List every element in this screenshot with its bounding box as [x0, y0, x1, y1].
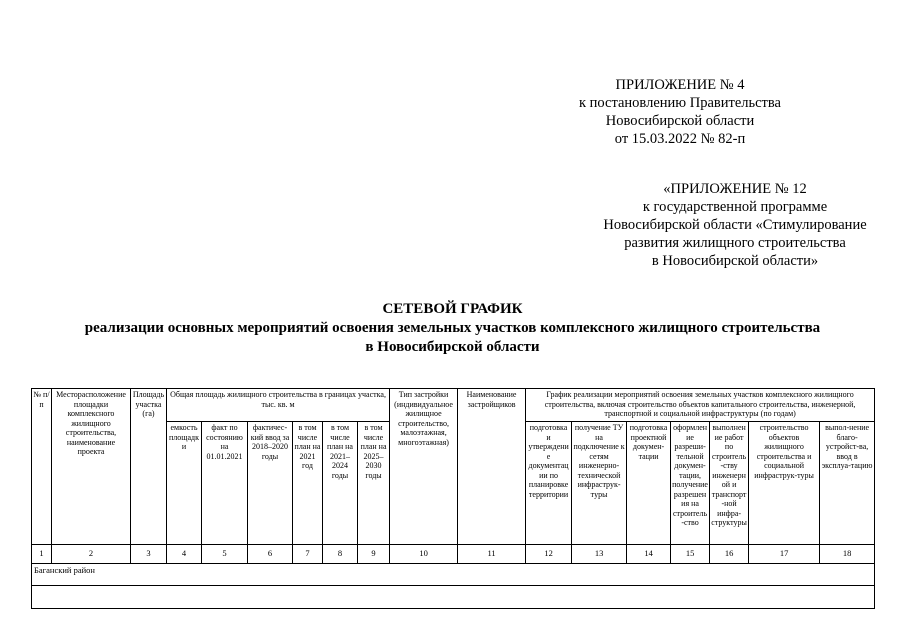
- subheader-capacity: емкость площадки: [167, 422, 202, 545]
- subheader-completion: выпол-нение благо-устройст-ва, ввод в эксплуа-тацию: [820, 422, 875, 545]
- header-schedule: График реализации мероприятий освоения земельных участков комплексного жилищного строительства, включая строительство объектов капитального строительства, инженерной, транспортной и социальной инфраструктуры (по годам): [526, 389, 875, 422]
- subheader-fact-state: факт по состоянию на 01.01.2021: [202, 422, 248, 545]
- column-number: 14: [627, 545, 671, 564]
- column-number: 11: [458, 545, 526, 564]
- column-number: 10: [390, 545, 458, 564]
- column-number: 5: [202, 545, 248, 564]
- subheader-plan-2021: в том числе план на 2021 год: [293, 422, 323, 545]
- section-row: [32, 564, 875, 586]
- subheader-social: строительство объектов жилищного строительства и социальной инфраструк-туры: [749, 422, 820, 545]
- column-number: 17: [749, 545, 820, 564]
- subheader-actual-input: фактичес-кий ввод за 2018–2020 годы: [248, 422, 293, 545]
- column-number: 2: [52, 545, 131, 564]
- column-number: 8: [323, 545, 358, 564]
- header-build-type: Тип застройки (индивидуальное жилищное строительство, малоэтажная, многоэтажная): [390, 389, 458, 545]
- column-number: 6: [248, 545, 293, 564]
- annex-main-line3: Новосибирской области: [605, 113, 755, 129]
- document-title: [0, 300, 905, 357]
- annex-main-heading: [560, 76, 800, 148]
- subheader-project-docs: подготовка проектной докумен-тации: [627, 422, 671, 545]
- column-number: 16: [710, 545, 749, 564]
- column-number: 12: [526, 545, 572, 564]
- column-number: 7: [293, 545, 323, 564]
- annex-program-line2: к государственной программе: [642, 199, 828, 215]
- annex-main-line4: от 15.03.2022 № 82-п: [614, 131, 746, 147]
- column-number: 1: [32, 545, 52, 564]
- header-total-area: Общая площадь жилищного строительства в границах участка, тыс. кв. м: [167, 389, 390, 422]
- annex-program-line3: Новосибирской области «Стимулирование: [603, 217, 867, 233]
- header-developers: Наименование застройщиков: [458, 389, 526, 545]
- table-empty-row: [32, 586, 875, 609]
- title-line2: реализации основных мероприятий освоения земельных участков комплексного жилищного строительства: [84, 320, 821, 336]
- column-number-row: [32, 545, 875, 564]
- annex-main-line1: ПРИЛОЖЕНИЕ № 4: [615, 77, 745, 93]
- header-row-main: [32, 389, 875, 422]
- header-no: № п/п: [32, 389, 52, 545]
- subheader-tu: получение ТУ на подключение к сетям инженерно-технической инфраструк-туры: [572, 422, 627, 545]
- network-schedule-table: [31, 388, 875, 609]
- annex-program-heading: [570, 180, 900, 270]
- header-area: Площадь участка (га): [131, 389, 167, 545]
- subheader-permit: оформление разреши-тельной докумен-тации, получение разрешения на строитель-ство: [671, 422, 710, 545]
- column-number: 13: [572, 545, 627, 564]
- title-line1: СЕТЕВОЙ ГРАФИК: [382, 301, 523, 317]
- column-number: 4: [167, 545, 202, 564]
- annex-program-line5: в Новосибирской области»: [651, 253, 819, 269]
- empty-row: [32, 586, 875, 609]
- column-number: 18: [820, 545, 875, 564]
- annex-program-line1: «ПРИЛОЖЕНИЕ № 12: [663, 181, 807, 197]
- subheader-engineering: выполнение работ по строитель-ству инженерной и транспорт-ной инфра-структуры: [710, 422, 749, 545]
- header-location: Месторасположение площадки комплексного жилищного строительства, наименование проекта: [52, 389, 131, 545]
- subheader-plan-2025-2030: в том числе план на 2025–2030 годы: [358, 422, 390, 545]
- title-line3: в Новосибирской области: [365, 339, 540, 355]
- column-number: 9: [358, 545, 390, 564]
- column-number: 15: [671, 545, 710, 564]
- column-number: 3: [131, 545, 167, 564]
- subheader-plan-2021-2024: в том числе план на 2021–2024 годы: [323, 422, 358, 545]
- section-title-baganskiy: Баганский район: [32, 564, 875, 586]
- subheader-territory-docs: подготовка и утверждение документации по планировке территории: [526, 422, 572, 545]
- annex-program-line4: развития жилищного строительства: [624, 235, 846, 251]
- annex-main-line2: к постановлению Правительства: [579, 95, 781, 111]
